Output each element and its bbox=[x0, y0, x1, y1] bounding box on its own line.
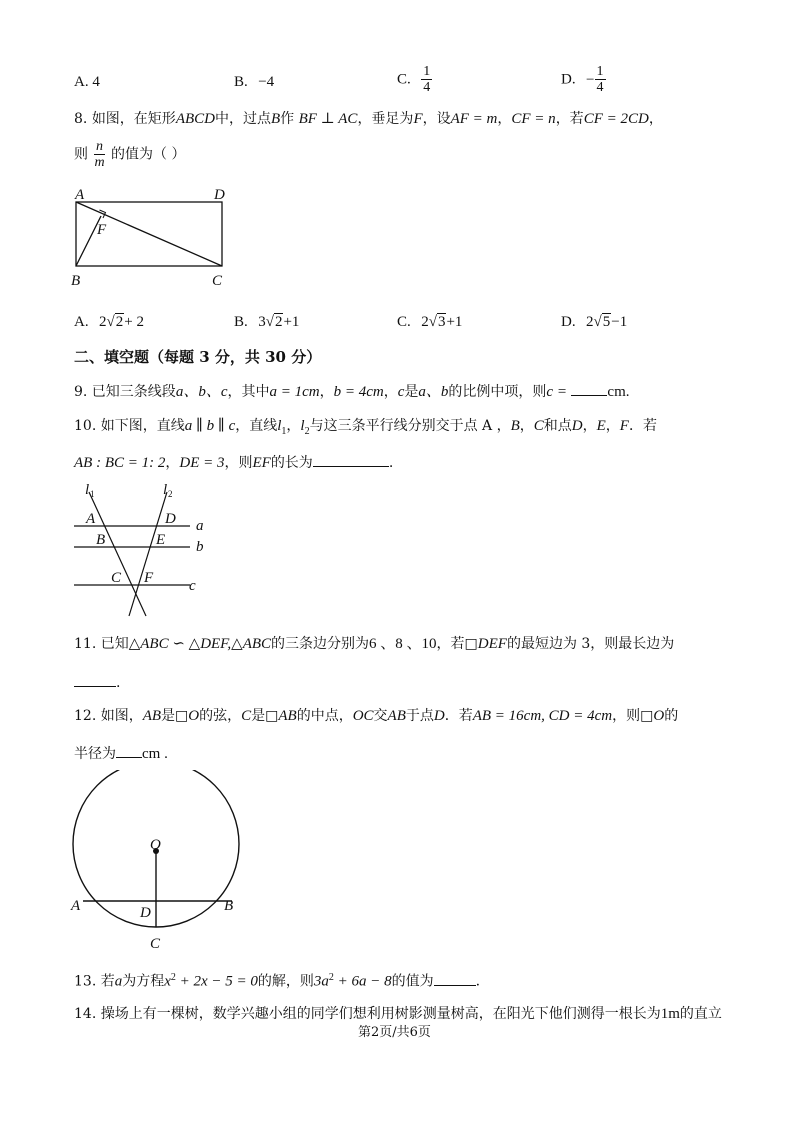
q11-stem-line1: 11. 已知△ABC ∽ △DEF,△ABC的三条边分别为6 、8 、10，若□DEF的最短边为 3，则最长边为 bbox=[74, 636, 675, 652]
q10-parallel-lines-figure bbox=[66, 480, 216, 620]
q12-label-c: C bbox=[150, 936, 161, 952]
q8-label-c: C bbox=[212, 273, 223, 289]
q8-stem-line2: 则 $\frac{n}{m}$ 的值为（ ） bbox=[74, 139, 186, 170]
q12-circle-figure bbox=[66, 770, 256, 955]
q13-stem: 13. 若a为方程$x^2 + 2x - 5 = 0$的解，则$3a^2 + 6a - 8$的值为 . bbox=[74, 972, 481, 990]
q10-label-l2-sub: 2 bbox=[168, 489, 173, 499]
q9-answer-blank[interactable] bbox=[571, 381, 607, 396]
q11-answer-blank[interactable] bbox=[74, 672, 116, 687]
q10-label-l1-sub: 1 bbox=[90, 489, 95, 499]
q10-label-l1: l bbox=[85, 482, 90, 498]
q8-label-f: F bbox=[97, 222, 107, 238]
q10-label-c-point: C bbox=[111, 570, 122, 586]
q8-label-b: B bbox=[71, 273, 81, 289]
q10-label-a-point: A bbox=[86, 511, 96, 527]
q10-label-d: D bbox=[165, 511, 176, 527]
q8-label-d: D bbox=[214, 187, 225, 203]
q10-label-b-line: b bbox=[196, 539, 204, 555]
q12-label-a: A bbox=[71, 898, 81, 914]
q10-label-l2: l bbox=[163, 482, 168, 498]
q12-label-d: D bbox=[140, 905, 151, 921]
q8-label-a: A bbox=[75, 187, 85, 203]
q12-label-o: O bbox=[150, 837, 161, 853]
q9-stem: 9. 已知三条线段a、b、c，其中a = 1cm，b = 4cm，c是a、b的比例中项，则c = cm. bbox=[74, 381, 629, 401]
q8-stem-line1: 8. 如图，在矩形ABCD中，过点B作 BF ⊥ AC，垂足为F，设AF = m，CF = n，若CF = 2CD， bbox=[74, 111, 663, 127]
q12-label-b: B bbox=[224, 898, 234, 914]
q10-answer-blank[interactable] bbox=[313, 452, 389, 467]
q8-rectangle-figure bbox=[66, 184, 266, 294]
q11-stem-line2: . bbox=[74, 672, 120, 692]
q10-label-c-line: c bbox=[189, 578, 196, 594]
q7-option-c: C. $\frac{1}{4}$ bbox=[397, 64, 431, 95]
q12-stem-line2: 半径为 cm . bbox=[74, 743, 168, 763]
q7-option-d: D. − $\frac{1}{4}$ bbox=[561, 64, 604, 95]
q13-answer-blank[interactable] bbox=[434, 971, 476, 986]
q10-stem-line1: 10. 如下图，直线a ∥ b ∥ c，直线$l_1$，$l_2$与这三条平行线分别交于点 A ，B，C和点D，E，F．若 bbox=[74, 418, 657, 437]
q14-stem: 14. 操场上有一棵树，数学兴趣小组的同学们想利用树影测量树高，在阳光下他们测得一根长为1m的直立 bbox=[74, 1006, 722, 1022]
q12-answer-blank[interactable] bbox=[116, 743, 142, 758]
q7-option-b: B. −4 bbox=[234, 74, 275, 90]
q10-stem-line2: AB : BC = 1: 2，DE = 3，则EF的长为 . bbox=[74, 452, 393, 472]
q7-option-a: A. 4 bbox=[74, 74, 100, 90]
page-footer: 第2页/共6页 bbox=[358, 1025, 431, 1040]
q10-label-e: E bbox=[156, 532, 166, 548]
q8-option-a: A. 2√2+ 2 bbox=[74, 314, 144, 330]
q10-label-a-line: a bbox=[196, 518, 204, 534]
q10-label-f: F bbox=[144, 570, 154, 586]
section-title: 二、填空题（每题 3 分，共 30 分） bbox=[74, 348, 322, 366]
q12-stem-line1: 12. 如图，AB是□O的弦，C是□AB的中点，OC交AB于点D．若AB = 16cm, CD = 4cm，则□O的 bbox=[74, 708, 679, 724]
q8-option-b: B. 3√2+1 bbox=[234, 314, 300, 330]
q8-option-d: D. 2√5−1 bbox=[561, 314, 628, 330]
q10-label-b-point: B bbox=[96, 532, 106, 548]
q8-option-c: C. 2√3+1 bbox=[397, 314, 463, 330]
